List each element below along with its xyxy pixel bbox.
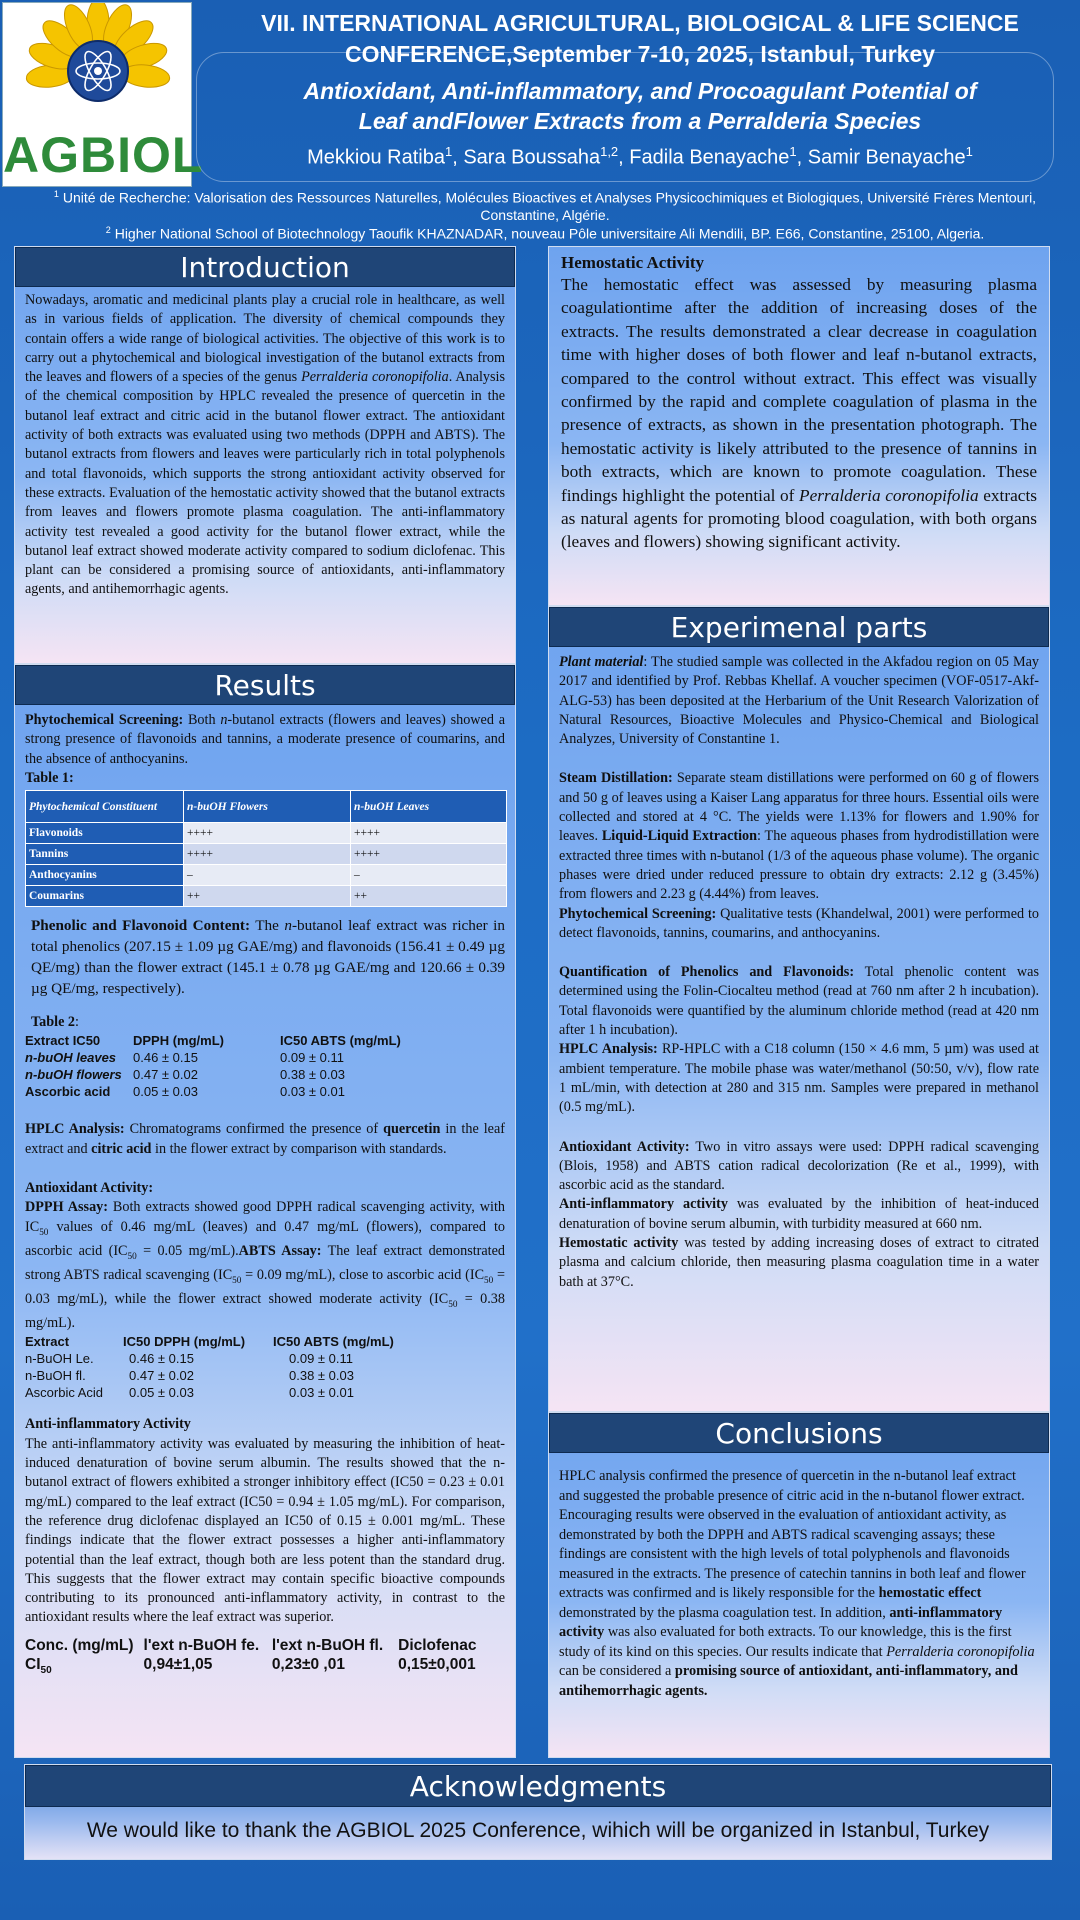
table2-label: Table 2: xyxy=(31,1014,79,1031)
phytochemical-screening-text: Phytochemical Screening: Both n-butanol extracts (flowers and leaves) showed a strong presence of flavonoids and tannins, a moderate presence of coumarins, and the absence of anthocyanins. xyxy=(25,712,506,767)
author-list: Mekkiou Ratiba$^1$, Sara Boussaha$^{1,2}$, Fadila Benayache$^1$, Samir Benayache$^1$ xyxy=(307,144,973,169)
phytochemical-method-text: Phytochemical Screening: Qualitative tests (Khandelwal, 2001) were performed to detect flavonoids, tannins, coumarins, and anthocyanins. xyxy=(559,905,1039,941)
conclusions-panel xyxy=(548,1412,1050,1758)
table-row: n-BuOH fl. 0.47 ± 0.02 0.38 ± 0.03 xyxy=(25,1368,354,1384)
antioxidant-heading: Antioxidant Activity: xyxy=(25,1180,154,1197)
conclusions-text: HPLC analysis confirmed the presence of quercetin in the n-butanol leaf extract and suggested the probable presence of citric acid in the n-butanol flower extract. Encouraging results were observed in the evaluation of antioxidant activity, as demonstrated by both the DPPH and ABTS radical scavenging assays; these findings are consistent with the high levels of total polyphenols and flavonoids measured in the extracts. The presence of catechin tannins in both leaf and flower extracts was confirmed and is likely responsible for the hemostatic effect demonstrated by the plasma coagulation test. In addition, anti-inflammatory activity was also evaluated for both extracts. To our knowledge, this is the first study of its kind on this species. Our results indicate that Perralderia coronopifolia can be considered a promising source of antioxidant, anti-inflammatory, and antihemorrhagic agents. xyxy=(559,1468,1035,1699)
hemostatic-panel xyxy=(548,246,1050,606)
table-header-row: Extract IC50 DPPH (mg/mL) IC50 ABTS (mg/mL) xyxy=(25,1334,394,1350)
logo-wordmark: AGBIOL xyxy=(3,127,204,183)
phenolic-content-text: Phenolic and Flavonoid Content: The n-butanol leaf extract was richer in total phenolics (207.15 ± 1.09 µg GAE/mg) and flavonoids (156.41 ± 0.49 µg QE/mg) than the flower extract (145.1 ± 0.78 µg GAE/mg and 120.66 ± 0.39 µg QE/mg, respectively). xyxy=(31,917,505,998)
author-name: Mekkiou Ratiba xyxy=(307,146,445,169)
author-name: Fadila Benayache xyxy=(629,146,790,169)
steam-distillation-text: Steam Distillation: Separate steam distillations were performed on 60 g of flowers and 50 g of leaves using a Kaiser Lang apparatus for three hours. Essential oils were collected and stored at 4 °C. The yields were 1.13% for flowers and 1.90% for leaves. Liquid-Liquid Extraction: The aqueous phases from hydrodistillation were extracted three times with n-butanol (1/3 of the aqueous phase volume). The organic phases were dried under reduced pressure to obtain dry extracts: 2.12 g (3.45%) from flowers and 2.23 g (4.44%) from leaves. xyxy=(559,770,1039,903)
anti-inflammatory-method-text: Anti-inflammatory activity was evaluated by the inhibition of heat-induced denaturation of bovine serum albumin, with turbidity measured at 660 nm. xyxy=(559,1196,1039,1232)
agbiol-logo xyxy=(2,2,204,187)
acknowledgments-panel xyxy=(24,1764,1052,1860)
antioxidant-method-text: Antioxidant Activity: Two in vitro assays were used: DPPH radical scavenging (Blois, 1958) and ABTS cation radical decolorization (Re et al., 1999), with ascorbic acid as the standard. xyxy=(559,1138,1039,1194)
affiliation-2: $^2$ Higher National School of Biotechnology Taoufik KHAZNADAR, nouveau Pôle universitaire Ali Mendili, BP. E66, Constantine, 25100, Algeria. xyxy=(105,225,985,242)
ic50-table xyxy=(25,1032,505,1100)
introduction-heading: Introduction xyxy=(15,247,515,287)
poster-title xyxy=(205,76,1075,136)
table-row: Flavonoids ++++ ++++ xyxy=(26,823,507,844)
poster-header xyxy=(0,0,1080,240)
anti-inflammatory-heading: Anti-inflammatory Activity xyxy=(25,1416,191,1433)
conference-title xyxy=(205,8,1075,70)
author-name: Samir Benayache xyxy=(807,146,966,169)
table-row: $CI_{50}$ 0,94±1,05 0,23±0 ,01 0,15±0,001 xyxy=(25,1655,476,1676)
quantification-text: Quantification of Phenolics and Flavonoids: Total phenolic content was determined using the Folin-Ciocalteu method (read at 760 nm after 2 h incubation). Total flavonoids were quantified by the aluminum chloride method (read at 420 nm after 1 h incubation). xyxy=(559,964,1039,1039)
table-row: Tannins ++++ ++++ xyxy=(26,844,507,865)
table1-label: Table 1: xyxy=(25,769,74,786)
experimental-panel xyxy=(548,606,1050,1412)
conference-title-line2: CONFERENCE,September 7-10, 2025, Istanbul, Turkey xyxy=(344,41,936,67)
results-panel xyxy=(14,664,516,1758)
hemostatic-text: The hemostatic effect was assessed by measuring plasma coagulationtime after the addition of increasing doses of the extracts. The results demonstrated a clear decrease in coagulation time with higher doses of both flower and leaf n-butanol extracts, compared to the control without extract. This effect was visually confirmed by the rapid and complete coagulation of plasma in the presence of extracts, as shown in the presentation photograph. The hemostatic activity is likely attributed to the presence of tannins in both extracts, which are known to promote coagulation. These findings highlight the potential of Perralderia coronopifolia extracts as natural agents for promoting blood coagulation, with both organs (leaves and flowers) showing significant activity. xyxy=(561,275,1037,552)
affiliation-1: $^1$ Unité de Recherche: Valorisation des Ressources Naturelles, Molécules Bioactives et Analyses Physicochimiques et Biologiques, Université Frères Mentouri, Constantine, Algérie. xyxy=(53,189,1037,223)
plant-material-text: Plant material: The studied sample was collected in the Akfadou region on 05 May 2017 and identified by Prof. Rebbas Khellaf. A voucher specimen (VOF-0517-Akf-ALG-53) has been deposited at the Herbarium of the Unit Research Valorization of Natural Resources, Bioactive Molecules and Physico-Chemical and Biological Analyzes, University of Constantine 1. xyxy=(559,654,1040,748)
conference-title-line1: VII. INTERNATIONAL AGRICULTURAL, BIOLOGICAL & LIFE SCIENCE xyxy=(261,10,1019,36)
hemostatic-method-text: Hemostatic activity was tested by adding increasing doses of extract to citrated plasma and calcium chloride, then measuring plasma coagulation time in a water bath at 37°C. xyxy=(559,1235,1039,1290)
introduction-text: Nowadays, aromatic and medicinal plants play a crucial role in healthcare, as well as in various fields of application. The diversity of chemical compounds they contain offers a wide range of biological activities. The objective of this work is to carry out a phytochemical and biological investigation of the butanol extracts from the leaves and flowers of a species of the genus Perralderia coronopifolia. Analysis of the chemical composition by HPLC revealed the presence of quercetin in the butanol leaf extract and citric acid in the butanol flower extract. The antioxidant activity of both extracts was evaluated using two methods (DPPH and ABTS). The butanol extracts from flowers and leaves were particularly rich in total polyphenols and total flavonoids, which supports the strong antioxidant activity observed for these extracts. Evaluation of the hemostatic activity showed that the butanol extracts from leaves and flowers promote plasma coagulation. The anti-inflammatory activity test revealed a good activity for the butanol flower extract, while the butanol leaf extract showed moderate activity compared to sodium diclofenac. This plant can be considered a promising source of antioxidants, anti-inflammatory agents, and antihemorrhagic agents. xyxy=(25,292,505,598)
table-header-row: Extract IC50 DPPH (mg/mL) IC50 ABTS (mg/mL) xyxy=(25,1033,401,1049)
author-name: Sara Boussaha xyxy=(463,146,601,169)
table-row: n-buOH leaves 0.46 ± 0.15 0.09 ± 0.11 xyxy=(25,1050,344,1066)
table-row: Coumarins ++ ++ xyxy=(26,886,507,907)
table-row: Ascorbic Acid 0.05 ± 0.03 0.03 ± 0.01 xyxy=(25,1385,354,1401)
dpph-abts-text: DPPH Assay: Both extracts showed good DPPH radical scavenging activity, with $IC_{50}$ values of 0.46 mg/mL (leaves) and 0.47 mg/mL (flowers), compared to ascorbic acid ($IC_{50} = 0.05$ mg/mL).ABTS Assay: The leaf extract demonstrated strong ABTS radical scavenging ($IC_{50} = 0.09$ mg/mL), close to ascorbic acid ($IC_{50} = 0.03$ mg/mL), while the flower extract showed moderate activity ($IC_{50} = 0.38$ mg/mL). xyxy=(25,1199,506,1332)
acknowledgments-text: We would like to thank the AGBIOL 2025 Conference, wihich will be organized in Istanbul, Turkey xyxy=(86,1819,990,1842)
table-row: Anthocyanins – – xyxy=(26,865,507,886)
acknowledgments-heading: Acknowledgments xyxy=(25,1765,1051,1807)
poster-title-line2: Leaf andFlower Extracts from a Perralderia Species xyxy=(358,108,922,134)
introduction-panel xyxy=(14,246,516,664)
results-heading: Results xyxy=(15,665,515,705)
anti-inflammatory-table xyxy=(25,1636,505,1680)
hplc-analysis-text: HPLC Analysis: Chromatograms confirmed the presence of quercetin in the leaf extract and citric acid in the flower extract by comparison with standards. xyxy=(25,1121,505,1157)
experimental-heading: Experimenal parts xyxy=(549,607,1049,647)
table-header-row: Phytochemical Constituent n-buOH Flowers n-buOH Leaves xyxy=(26,791,507,823)
hemostatic-heading: Hemostatic Activity xyxy=(561,253,705,272)
phytochemical-table xyxy=(25,790,507,907)
table-header-row: Conc. (mg/mL) l'ext n-BuOH fe. l'ext n-BuOH fl. Diclofenac xyxy=(25,1636,477,1654)
conclusions-heading: Conclusions xyxy=(549,1413,1049,1453)
table-row: n-buOH flowers 0.47 ± 0.02 0.38 ± 0.03 xyxy=(25,1067,345,1083)
table-row: n-BuOH Le. 0.46 ± 0.15 0.09 ± 0.11 xyxy=(25,1351,353,1367)
poster-title-line1: Antioxidant, Anti-inflammatory, and Procoagulant Potential of xyxy=(303,78,977,104)
hplc-method-text: HPLC Analysis: RP-HPLC with a C18 column (150 × 4.6 mm, 5 µm) was used at ambient temperature. The mobile phase was water/methanol (50:50, v/v), flow rate 1 mL/min, with detection at 280 and 315 nm. Samples were prepared in methanol (0.5 mg/mL). xyxy=(559,1041,1039,1116)
sunflower-icon xyxy=(3,3,193,133)
table-row: Ascorbic acid 0.05 ± 0.03 0.03 ± 0.01 xyxy=(25,1084,345,1100)
antioxidant-table xyxy=(25,1333,505,1401)
anti-inflammatory-text: The anti-inflammatory activity was evaluated by measuring the inhibition of heat-induced denaturation of bovine serum albumin. The results showed that the n-butanol extract of flowers exhibited a stronger inhibitory effect (IC50 = 0.23 ± 0.01 mg/mL) compared to the leaf extract (IC50 = 0.94 ± 1.05 mg/mL). For comparison, the reference drug diclofenac displayed an IC50 of 0.15 ± 0.001 mg/mL. These findings indicate that the flower extract possesses a higher anti-inflammatory potential than the leaf extract, though both are less potent than the standard drug. This suggests that the flower extract may contain specific bioactive compounds contributing to its pronounced anti-inflammatory activity, in contrast to the antioxidant results where the leaf extract was superior. xyxy=(25,1435,505,1626)
